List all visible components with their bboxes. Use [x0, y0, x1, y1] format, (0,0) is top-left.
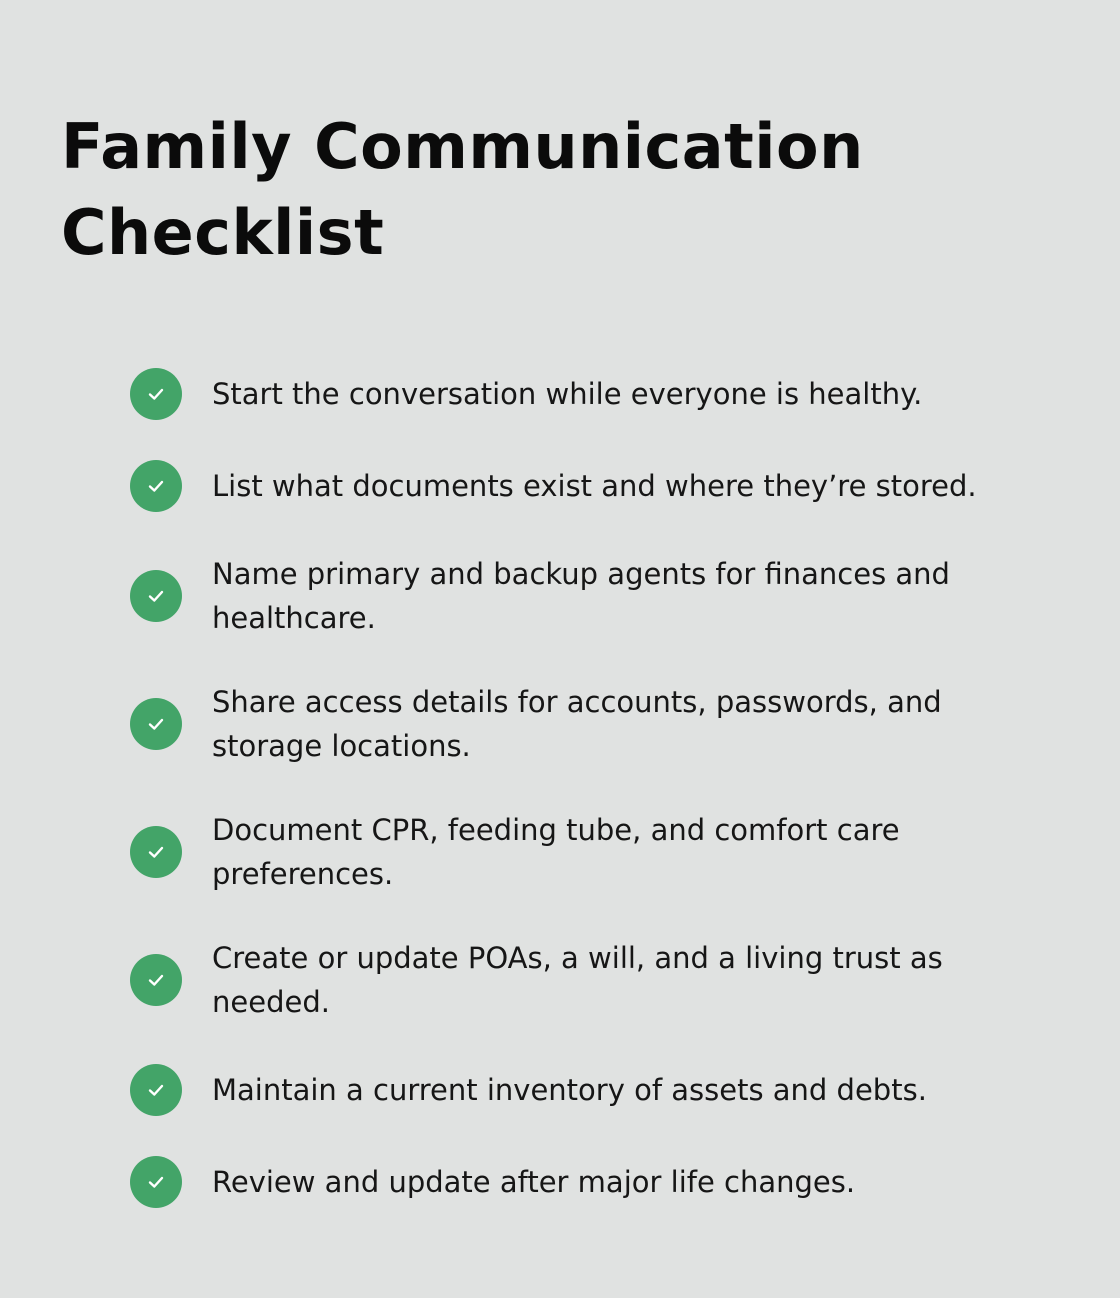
list-item-text: Name primary and backup agents for finances and healthcare.	[212, 557, 950, 635]
check-circle-icon	[130, 826, 182, 878]
list-item	[130, 936, 1010, 1024]
list-item	[130, 552, 1010, 640]
check-circle-icon	[130, 1156, 182, 1208]
list-item	[130, 680, 1010, 768]
list-item-text: Maintain a current inventory of assets and debts.	[212, 1073, 927, 1107]
list-item-text: Create or update POAs, a will, and a living trust as needed.	[212, 941, 943, 1019]
check-circle-icon	[130, 1064, 182, 1116]
list-item-text: Share access details for accounts, passwords, and storage locations.	[212, 685, 942, 763]
list-item	[130, 460, 1010, 512]
list-item	[130, 808, 1010, 896]
list-item-text: Review and update after major life changes.	[212, 1165, 856, 1199]
list-item	[130, 368, 1010, 420]
check-circle-icon	[130, 698, 182, 750]
list-item	[130, 1156, 1010, 1208]
list-item-text: List what documents exist and where they’re stored.	[212, 469, 977, 503]
list-item	[130, 1064, 1010, 1116]
list-item-text: Document CPR, feeding tube, and comfort care preferences.	[212, 813, 900, 891]
check-circle-icon	[130, 368, 182, 420]
check-circle-icon	[130, 954, 182, 1006]
check-circle-icon	[130, 460, 182, 512]
list-item-text: Start the conversation while everyone is healthy.	[212, 377, 923, 411]
check-circle-icon	[130, 570, 182, 622]
page-title: Family Communication Checklist	[61, 110, 864, 269]
